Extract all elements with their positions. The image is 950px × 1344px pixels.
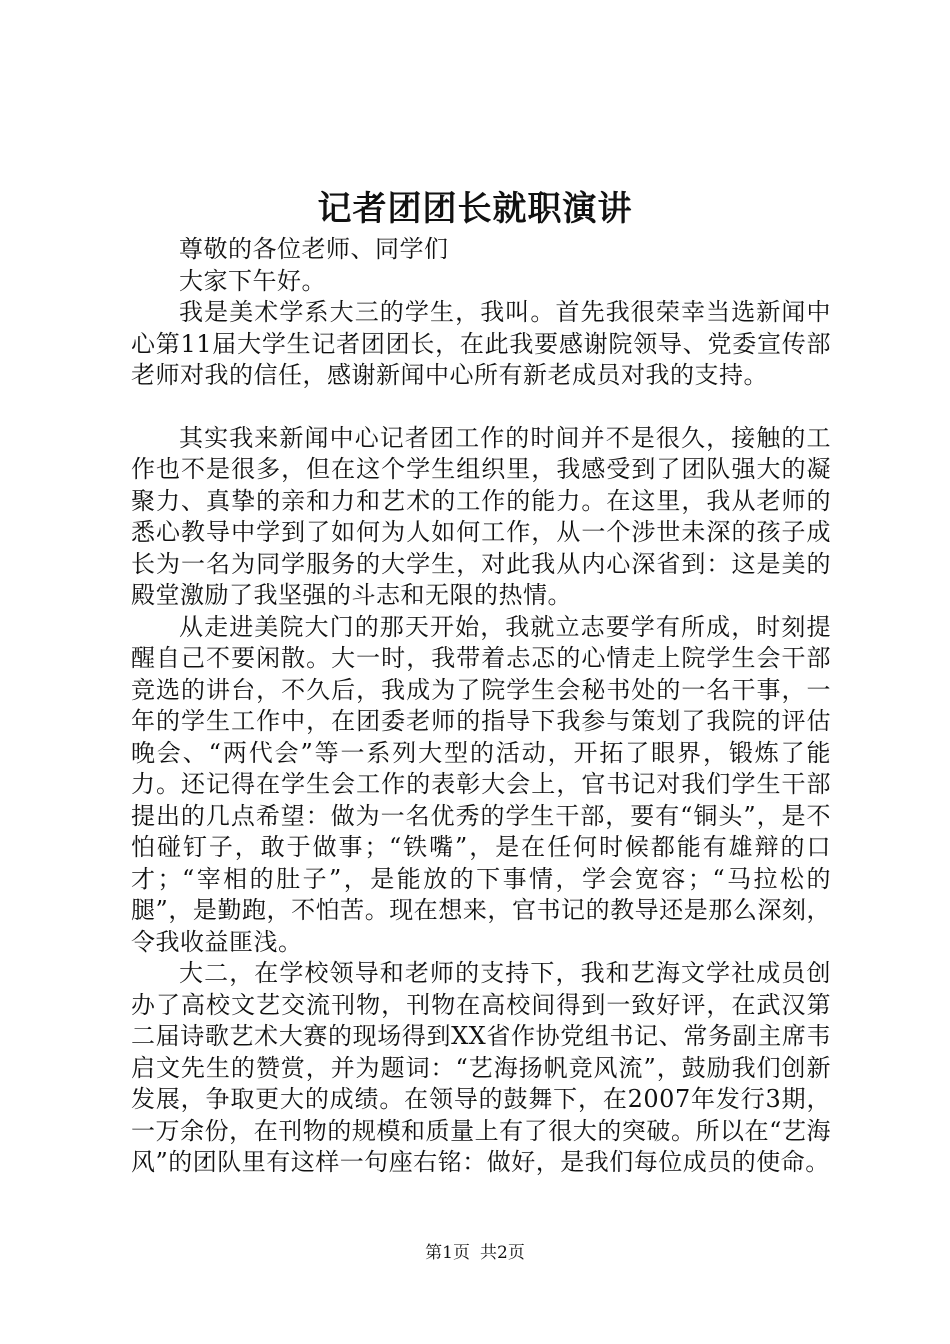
- paragraph-freshman-year: 从走进美院大门的那天开始，我就立志要学有所成，时刻提醒自己不要闲散。大一时，我带着忐忑的心情走上院学生会干部竞选的讲台，不久后，我成为了院学生会秘书处的一名干事，一年的学生工作中，在团委老师的指导下我参与策划了我院的评估晚会、“两代会”等一系列大型的活动，开拓了眼界，锻炼了能力。还记得在学生会工作的表彰大会上，官书记对我们学生干部提出的几点希望：做为一名优秀的学生干部，要有“铜头”，是不怕碰钉子，敢于做事；“铁嘴”，是在任何时候都能有雄辩的口才；“宰相的肚子”，是能放的下事情，学会宽容；“马拉松的腿”，是勤跑，不怕苦。现在想来，官书记的教导还是那么深刻，令我收益匪浅。: [131, 612, 831, 956]
- paragraph-greeting: 大家下午好。: [179, 266, 326, 295]
- page-footer: [0, 1240, 950, 1266]
- paragraph-sophomore-year: 大二，在学校领导和老师的支持下，我和艺海文学社成员创办了高校文艺交流刊物，刊物在高校间得到一致好评，在武汉第二届诗歌艺术大赛的现场得到XX省作协党组书记、常务副主席韦启文先生的赞赏，并为题词：“艺海扬帆竞风流”，鼓励我们创新发展，争取更大的成绩。在领导的鼓舞下，在2007年发行3期，一万余份，在刊物的规模和质量上有了很大的突破。所以在“艺海风”的团队里有这样一句座右铭：做好，是我们每位成员的使命。: [131, 959, 831, 1176]
- document-body: [131, 234, 831, 1179]
- page-number-total: 共2页: [480, 1243, 525, 1263]
- paragraph-introduction: 我是美术学系大三的学生，我叫。首先我很荣幸当选新闻中心第11届大学生记者团团长，在此我要感谢院领导、党委宣传部老师对我的信任，感谢新闻中心所有新老成员对我的支持。: [131, 298, 831, 389]
- document-title: 记者团团长就职演讲: [317, 189, 633, 229]
- paragraph-salutation: 尊敬的各位老师、同学们: [179, 235, 449, 263]
- page-number-current: 第1页: [425, 1243, 470, 1263]
- paragraph-experience: 其实我来新闻中心记者团工作的时间并不是很久，接触的工作也不是很多，但在这个学生组织里，我感受到了团队强大的凝聚力、真挚的亲和力和艺术的工作的能力。在这里，我从老师的悉心教导中学到了如何为人如何工作，从一个涉世未深的孩子成长为一名为同学服务的大学生，对此我从内心深省到：这是美的殿堂激励了我坚强的斗志和无限的热情。: [131, 423, 831, 609]
